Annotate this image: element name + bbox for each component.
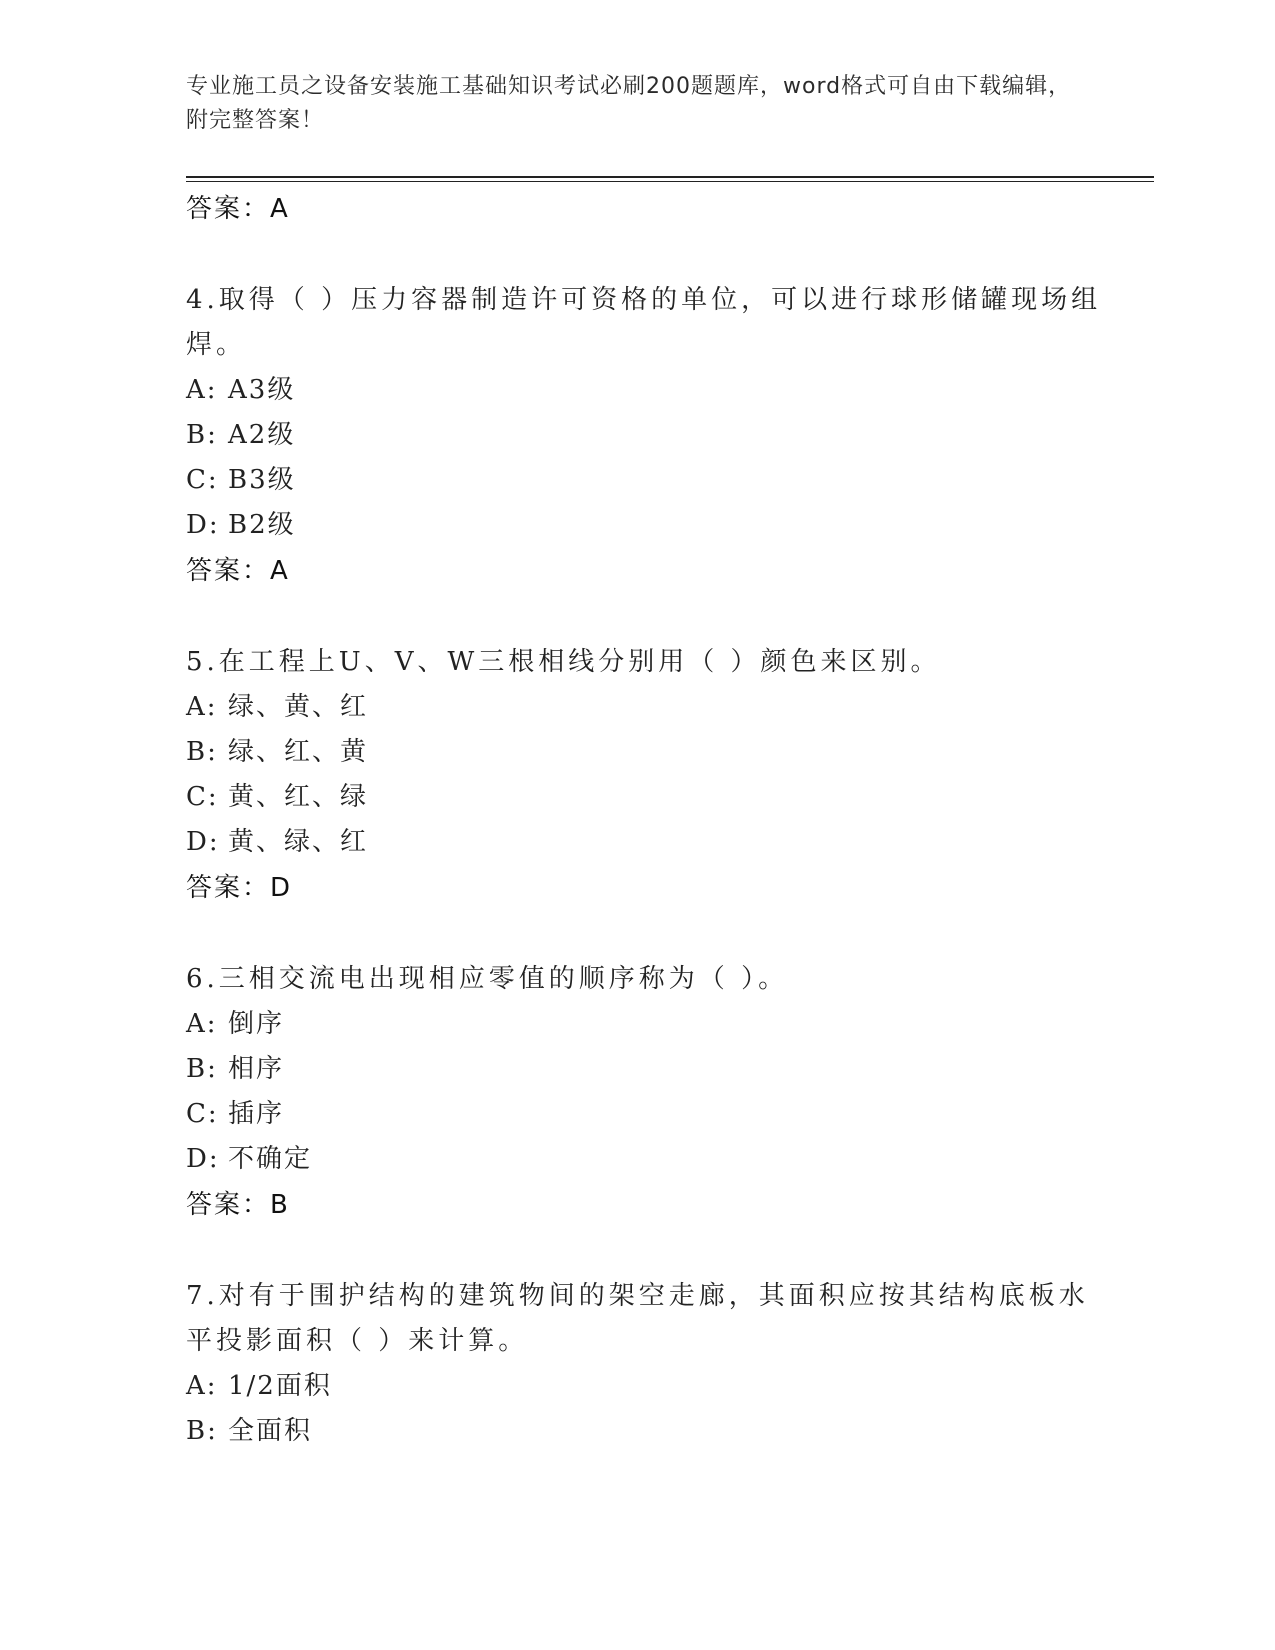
question-stem: 4.取得（ ）压力容器制造许可资格的单位，可以进行球形储罐现场组焊。 (186, 285, 1102, 360)
option-text: 黄、绿、红 (228, 827, 369, 857)
spacer (186, 594, 1106, 640)
option-text: 绿、红、黄 (228, 737, 369, 767)
option-b (186, 1409, 1106, 1454)
question-stem: 5.在工程上U、V、W三根相线分别用（ ）颜色来区别。 (186, 647, 941, 677)
answer-line (186, 865, 1106, 911)
option-b (186, 413, 1106, 458)
option-text: 全面积 (228, 1416, 313, 1446)
option-d (186, 503, 1106, 548)
option-key: C: (186, 782, 219, 812)
option-a (186, 1364, 1106, 1409)
option-text: 1/2面积 (228, 1371, 332, 1401)
option-key: C: (186, 465, 219, 495)
option-b (186, 1047, 1106, 1092)
option-text: A3级 (228, 375, 296, 405)
option-text: 插序 (228, 1099, 285, 1129)
option-c (186, 1092, 1106, 1137)
option-d (186, 820, 1106, 865)
option-key: C: (186, 1099, 219, 1129)
option-c (186, 458, 1106, 503)
option-key: D: (186, 827, 220, 857)
option-key: B: (186, 1416, 218, 1446)
spacer (186, 232, 1106, 278)
option-c (186, 775, 1106, 820)
option-text: 黄、红、绿 (228, 782, 369, 812)
answer-value: A (270, 556, 288, 586)
answer-label: 答案： (186, 873, 271, 903)
option-key: A: (186, 1009, 218, 1039)
answer-line (186, 186, 1106, 232)
question-list (186, 186, 1106, 1454)
option-key: A: (186, 375, 218, 405)
option-key: D: (186, 510, 220, 540)
option-key: B: (186, 1054, 218, 1084)
option-key: D: (186, 1144, 220, 1174)
option-d (186, 1137, 1106, 1182)
spacer (186, 1228, 1106, 1274)
document-header: 专业施工员之设备安装施工基础知识考试必刷200题题库，word格式可自由下载编辑，附完整答案！ (186, 74, 1072, 133)
header-rule-thick (186, 176, 1154, 178)
option-text: 绿、黄、红 (228, 692, 369, 722)
option-key: B: (186, 420, 218, 450)
answer-value: B (270, 1190, 288, 1220)
spacer (186, 911, 1106, 957)
answer-label: 答案： (186, 1190, 271, 1220)
option-a (186, 1002, 1106, 1047)
header-rule-thin (186, 181, 1154, 182)
answer-value: A (270, 194, 288, 224)
option-a (186, 685, 1106, 730)
answer-label: 答案： (186, 556, 271, 586)
question-stem: 6.三相交流电出现相应零值的顺序称为（ ）。 (186, 964, 789, 994)
option-text: 相序 (228, 1054, 285, 1084)
option-key: A: (186, 1371, 218, 1401)
option-text: B3级 (228, 465, 296, 495)
question-stem: 7.对有于围护结构的建筑物间的架空走廊，其面积应按其结构底板水平投影面积（ ）来计算。 (186, 1281, 1089, 1356)
answer-label: 答案： (186, 194, 271, 224)
option-text: B2级 (228, 510, 296, 540)
option-key: B: (186, 737, 218, 767)
answer-line (186, 548, 1106, 594)
option-text: A2级 (228, 420, 296, 450)
option-text: 倒序 (228, 1009, 285, 1039)
answer-line (186, 1182, 1106, 1228)
answer-value: D (270, 873, 291, 903)
option-key: A: (186, 692, 218, 722)
option-text: 不确定 (228, 1144, 313, 1174)
option-b (186, 730, 1106, 775)
option-a (186, 368, 1106, 413)
